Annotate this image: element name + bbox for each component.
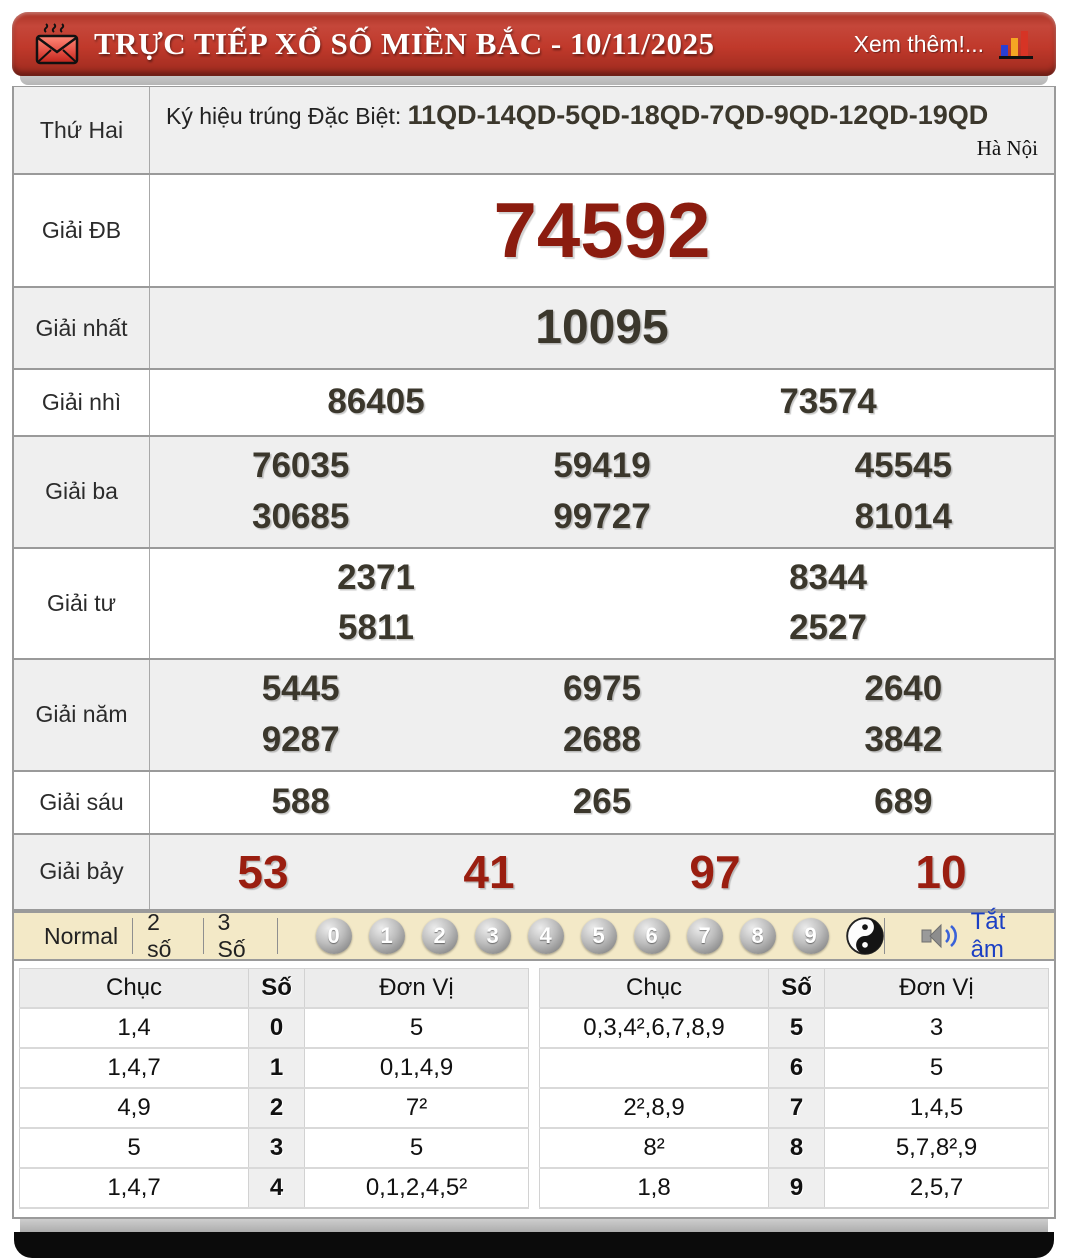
divider [277,918,278,954]
divider [884,918,885,954]
prize-number: 9287 [261,719,340,759]
prize-number: 86405 [327,382,425,422]
ball-8[interactable]: 8 [740,918,776,954]
prize-number: 99727 [553,496,651,536]
loto-row [20,1008,529,1048]
donvi-cell: 2,5,7 [825,1168,1049,1208]
chuc-cell: 8² [540,1128,769,1168]
info-row [14,87,1054,175]
col-header-donvi: Đơn Vị [825,969,1049,1009]
donvi-cell: 3 [825,1008,1049,1048]
mute-label[interactable]: Tắt âm [970,908,1006,964]
col-header-so: Số [769,969,825,1009]
yin-yang-ball-icon[interactable] [846,917,884,955]
so-cell: 0 [249,1008,305,1048]
prize-number: 59419 [553,446,651,485]
chuc-cell: 1,8 [540,1168,769,1208]
ball-5[interactable]: 5 [581,918,617,954]
loto-section [14,961,1054,1217]
see-more-link[interactable]: Xem thêm!... [853,30,984,57]
ball-6[interactable]: 6 [634,918,670,954]
loto-row [20,1088,529,1128]
prize-row-second [14,370,1054,437]
prize-number: 689 [874,781,933,821]
prize-label: Giải ĐB [14,175,150,286]
prize-number: 5445 [261,669,340,708]
prize-number: 45545 [854,446,952,485]
so-cell: 9 [769,1168,825,1208]
donvi-cell: 0,1,4,9 [305,1048,529,1088]
speaker-icon[interactable] [921,920,961,952]
prize-label: Giải tư [14,549,150,659]
donvi-cell: 5,7,8²,9 [825,1128,1049,1168]
special-sign-cell [150,87,1054,173]
so-cell: 8 [769,1128,825,1168]
ball-0[interactable]: 0 [316,918,352,954]
ball-4[interactable]: 4 [528,918,564,954]
donvi-cell: 1,4,5 [825,1088,1049,1128]
ball-3[interactable]: 3 [475,918,511,954]
sign-codes: 11QD-14QD-5QD-18QD-7QD-9QD-12QD-19QD [407,100,989,130]
loto-row [540,1168,1049,1208]
prize-number: 76035 [252,446,350,485]
mode-3so[interactable]: 3 Số [217,909,246,963]
prize-number: 74592 [493,185,711,274]
mute-control [884,908,1038,964]
prize-number: 10095 [535,301,669,355]
prize-number: 3842 [864,719,943,759]
donvi-cell: 5 [305,1008,529,1048]
sign-label: Ký hiệu trúng Đặc Biệt: [166,103,408,129]
chuc-cell: 1,4,7 [20,1168,249,1208]
prize-number: 588 [271,781,330,821]
prize-row-fourth [14,549,1054,661]
prize-number: 2688 [563,719,641,759]
loto-row [540,1048,1049,1088]
prize-number: 2371 [337,557,415,597]
ball-2[interactable]: 2 [422,918,458,954]
prize-label: Giải nhất [14,288,150,368]
prize-row-third [14,437,1054,549]
lottery-widget [12,12,1056,1258]
so-cell: 3 [249,1128,305,1168]
loto-table-right [539,968,1049,1209]
ball-1[interactable]: 1 [369,918,405,954]
prize-number: 6975 [563,669,641,708]
prize-number: 41 [463,845,515,898]
prize-row-seventh [14,835,1054,912]
ball-9[interactable]: 9 [793,918,829,954]
so-cell: 6 [769,1048,825,1088]
number-balls [316,917,884,955]
donvi-cell: 5 [825,1048,1049,1088]
loto-row [540,1088,1049,1128]
loto-row [20,1168,529,1208]
col-header-chuc: Chục [540,969,769,1009]
so-cell: 7 [769,1088,825,1128]
mode-normal[interactable]: Normal [44,922,119,949]
prize-number: 2527 [789,608,867,648]
loto-table-left [19,968,529,1209]
chuc-cell: 0,3,4²,6,7,8,9 [540,1008,769,1048]
loto-header-row [20,969,529,1009]
weekday-label: Thứ Hai [14,87,150,173]
loto-row [20,1128,529,1168]
province-label: Hà Nội [976,136,1038,161]
chuc-cell [540,1048,769,1088]
prize-row-special [14,175,1054,288]
loto-row [540,1008,1049,1048]
ball-7[interactable]: 7 [687,918,723,954]
donvi-cell: 0,1,2,4,5² [305,1168,529,1208]
so-cell: 4 [249,1168,305,1208]
loto-header-row [540,969,1049,1009]
chuc-cell: 1,4,7 [20,1048,249,1088]
prize-number: 53 [237,845,289,898]
prize-label: Giải sáu [14,772,150,833]
prize-label: Giải nhì [14,370,150,435]
chuc-cell: 2²,8,9 [540,1088,769,1128]
envelope-icon [34,22,80,66]
prize-number: 5811 [338,608,414,648]
prize-row-sixth [14,772,1054,835]
footer-gray-strip [20,1219,1048,1232]
prize-number: 265 [572,781,632,821]
prize-label: Giải ba [14,437,150,547]
mode-2so[interactable]: 2 số [147,909,172,963]
so-cell: 2 [249,1088,305,1128]
loto-row [540,1128,1049,1168]
prize-number: 8344 [789,557,867,597]
header-bar [12,12,1056,76]
prize-number: 97 [689,845,741,898]
prize-label: Giải bảy [14,835,150,910]
page-title: TRỰC TIẾP XỔ SỐ MIỀN BẮC - 10/11/2025 [94,26,715,61]
so-cell: 1 [249,1048,305,1088]
chuc-cell: 4,9 [20,1088,249,1128]
chuc-cell: 5 [20,1128,249,1168]
so-cell: 5 [769,1008,825,1048]
prize-row-fifth [14,660,1054,772]
prize-row-first [14,288,1054,370]
donvi-cell: 7² [305,1088,529,1128]
prize-label: Giải năm [14,660,150,770]
prize-number: 2640 [864,669,943,708]
control-bar [14,908,1054,964]
results-table [12,86,1056,1219]
donvi-cell: 5 [305,1128,529,1168]
footer-black-bar [14,1232,1054,1258]
col-header-chuc: Chục [20,969,249,1009]
loto-row [20,1048,529,1088]
prize-number: 81014 [854,496,952,536]
prize-number: 73574 [779,382,877,422]
prize-number: 10 [915,845,967,898]
prize-number: 30685 [252,496,350,536]
col-header-donvi: Đơn Vị [305,969,529,1009]
bar-chart-icon[interactable] [998,28,1034,60]
col-header-so: Số [249,969,305,1009]
chuc-cell: 1,4 [20,1008,249,1048]
